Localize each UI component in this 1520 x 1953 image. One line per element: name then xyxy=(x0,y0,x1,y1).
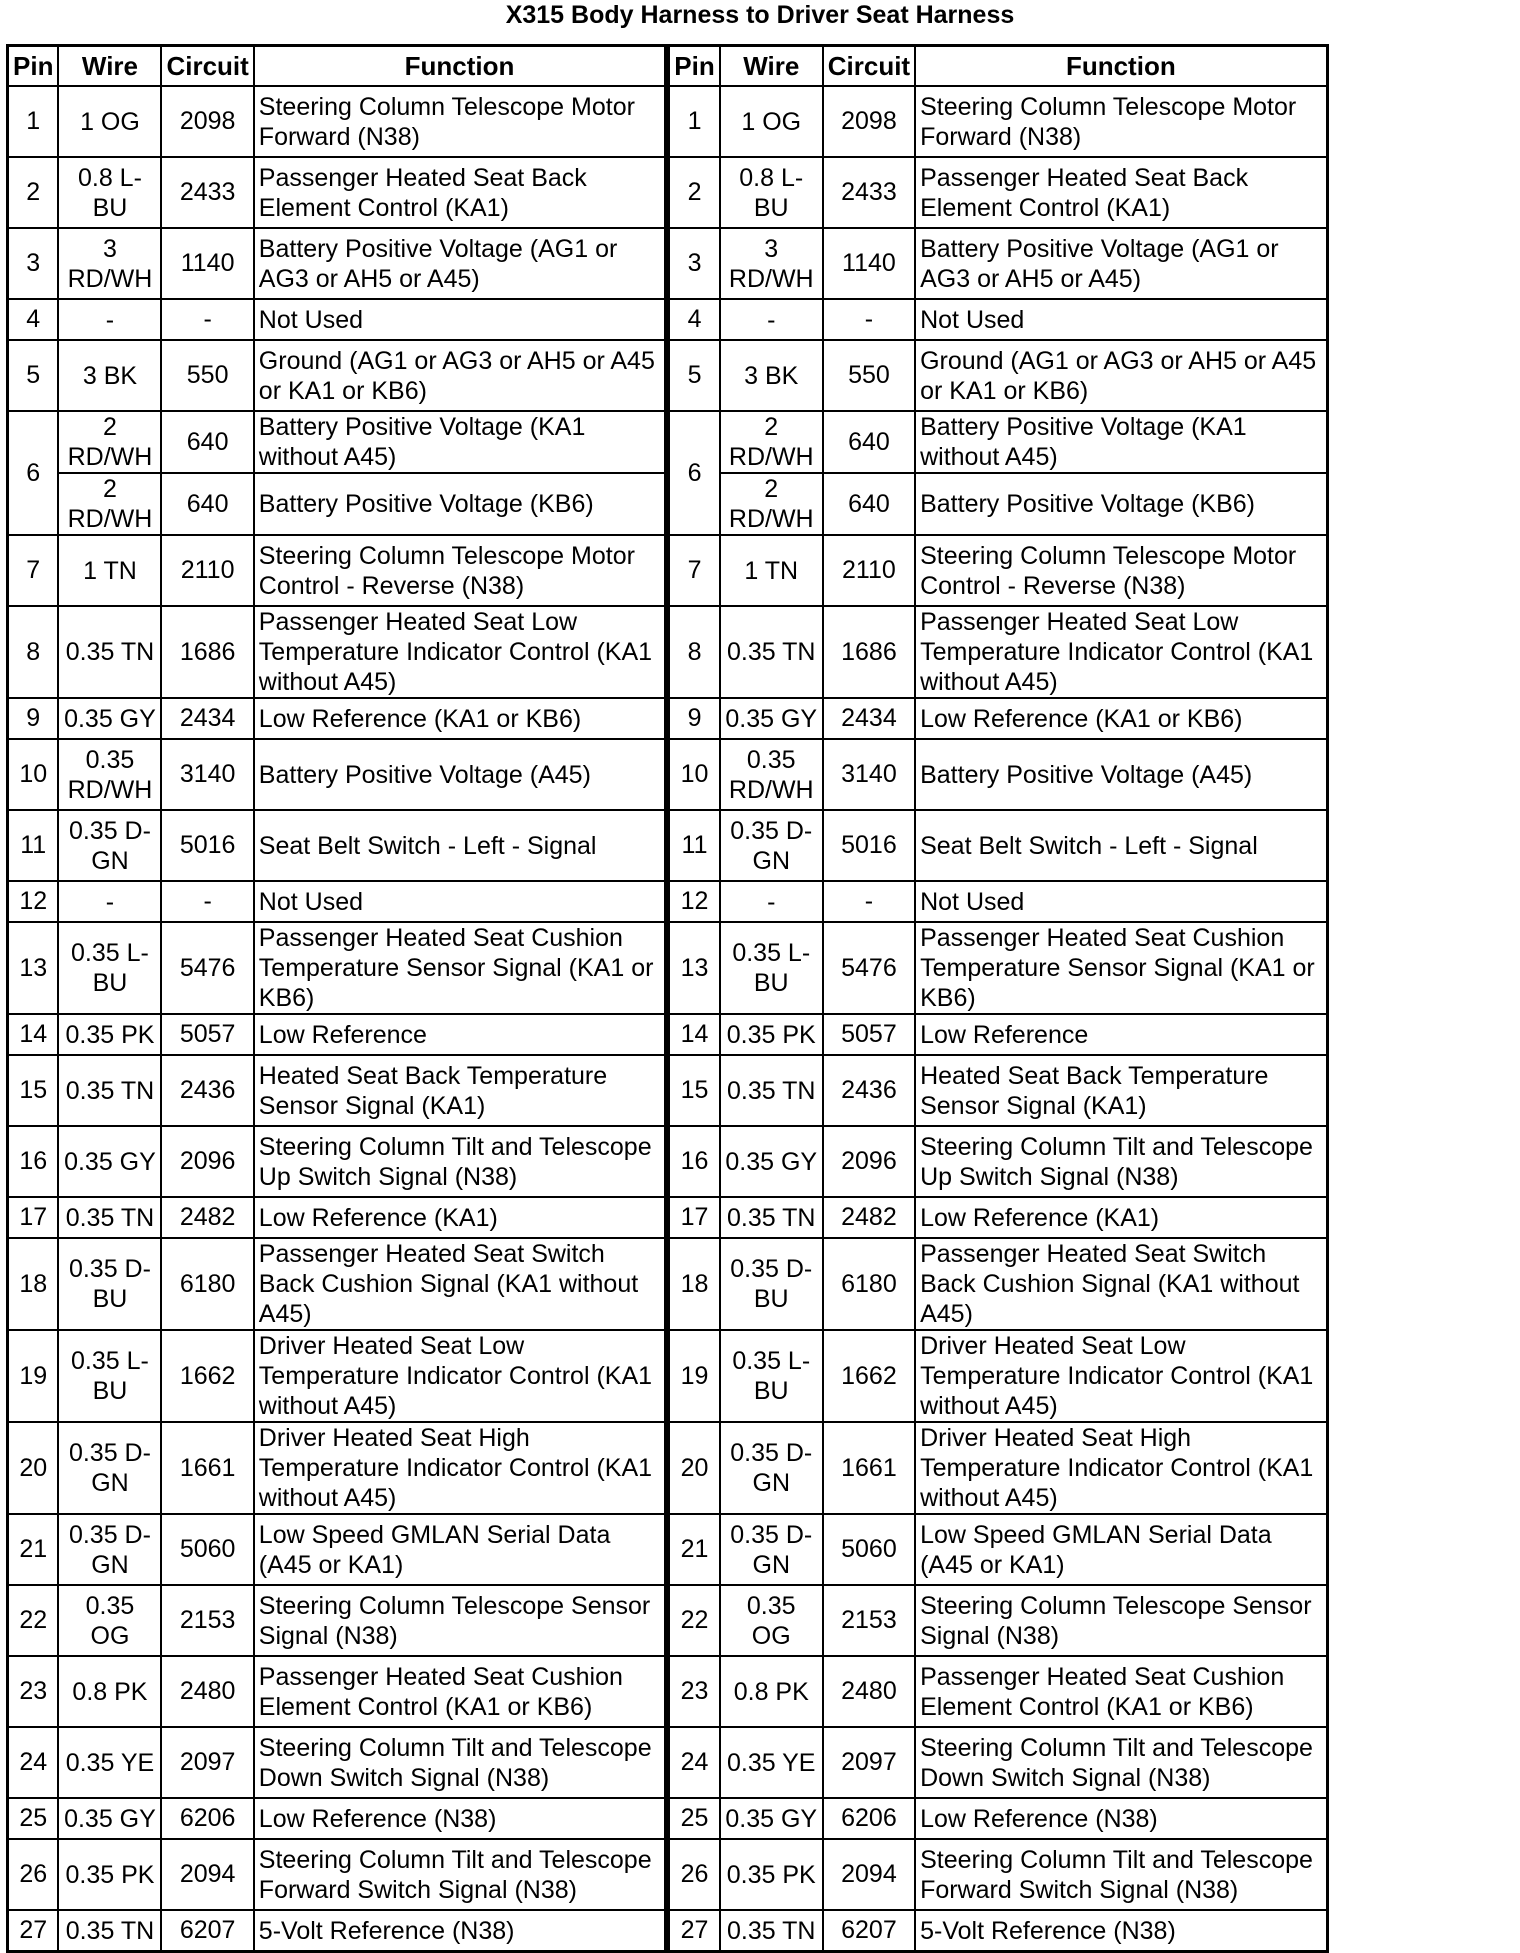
table-row xyxy=(669,1727,1327,1798)
circuit-cell: 2110 xyxy=(823,535,915,606)
circuit-cell: 2480 xyxy=(161,1656,253,1727)
function-cell: Passenger Heated Seat Cushion Element Control (KA1 or KB6) xyxy=(254,1656,666,1727)
table-row xyxy=(8,1055,666,1126)
table-row xyxy=(669,1798,1327,1839)
pin-cell: 2 xyxy=(669,157,720,228)
pinout-tables xyxy=(6,44,1518,1953)
header-pin: Pin xyxy=(8,46,59,87)
wire-cell: 0.35 YE xyxy=(58,1727,161,1798)
pin-cell: 19 xyxy=(669,1330,720,1422)
wire-cell: 0.35 GY xyxy=(720,698,823,739)
function-cell: Battery Positive Voltage (KA1 without A45) xyxy=(915,411,1327,473)
table-row xyxy=(669,411,1327,473)
function-cell: Battery Positive Voltage (A45) xyxy=(915,739,1327,810)
circuit-cell: 6180 xyxy=(823,1238,915,1330)
circuit-cell: 1662 xyxy=(823,1330,915,1422)
function-cell: Ground (AG1 or AG3 or AH5 or A45 or KA1 or KB6) xyxy=(254,340,666,411)
function-cell: Driver Heated Seat Low Temperature Indicator Control (KA1 without A45) xyxy=(254,1330,666,1422)
pin-cell: 24 xyxy=(8,1727,59,1798)
wire-cell: 0.35 D-BU xyxy=(58,1238,161,1330)
function-cell: Battery Positive Voltage (KB6) xyxy=(915,473,1327,535)
wire-cell: 0.8 L-BU xyxy=(58,157,161,228)
pin-cell: 13 xyxy=(8,922,59,1014)
function-cell: Not Used xyxy=(915,881,1327,922)
pin-cell: 1 xyxy=(8,86,59,157)
function-cell: Driver Heated Seat High Temperature Indicator Control (KA1 without A45) xyxy=(915,1422,1327,1514)
wire-cell: 0.35 GY xyxy=(720,1798,823,1839)
pin-cell: 11 xyxy=(669,810,720,881)
circuit-cell: 1661 xyxy=(161,1422,253,1514)
pin-cell: 4 xyxy=(669,299,720,340)
function-cell: Battery Positive Voltage (AG1 or AG3 or AH5 or A45) xyxy=(254,228,666,299)
wire-cell: 0.35 GY xyxy=(58,698,161,739)
table-row xyxy=(8,1014,666,1055)
pin-cell: 27 xyxy=(669,1910,720,1952)
circuit-cell: - xyxy=(161,299,253,340)
pin-cell: 18 xyxy=(8,1238,59,1330)
table-row xyxy=(669,1422,1327,1514)
pin-cell: 12 xyxy=(8,881,59,922)
table-row xyxy=(669,1238,1327,1330)
function-cell: Steering Column Tilt and Telescope Up Switch Signal (N38) xyxy=(254,1126,666,1197)
circuit-cell: 2094 xyxy=(161,1839,253,1910)
header-wire: Wire xyxy=(58,46,161,87)
function-cell: Battery Positive Voltage (KA1 without A45) xyxy=(254,411,666,473)
function-cell: Driver Heated Seat High Temperature Indicator Control (KA1 without A45) xyxy=(254,1422,666,1514)
table-row xyxy=(669,1197,1327,1238)
function-cell: Steering Column Telescope Sensor Signal (N38) xyxy=(254,1585,666,1656)
circuit-cell: 2110 xyxy=(161,535,253,606)
table-row xyxy=(669,1585,1327,1656)
header-function: Function xyxy=(915,46,1327,87)
header-row xyxy=(669,46,1327,87)
table-body-left xyxy=(8,86,666,1952)
circuit-cell: 2153 xyxy=(823,1585,915,1656)
function-cell: Steering Column Tilt and Telescope Up Switch Signal (N38) xyxy=(915,1126,1327,1197)
circuit-cell: 640 xyxy=(161,473,253,535)
circuit-cell: 2480 xyxy=(823,1656,915,1727)
table-row xyxy=(669,739,1327,810)
wire-cell: 1 TN xyxy=(720,535,823,606)
circuit-cell: 5057 xyxy=(161,1014,253,1055)
function-cell: Low Speed GMLAN Serial Data (A45 or KA1) xyxy=(254,1514,666,1585)
wire-cell: 0.35 L-BU xyxy=(720,922,823,1014)
table-row xyxy=(8,1197,666,1238)
function-cell: Passenger Heated Seat Switch Back Cushion Signal (KA1 without A45) xyxy=(915,1238,1327,1330)
header-circuit: Circuit xyxy=(823,46,915,87)
pin-cell: 9 xyxy=(669,698,720,739)
circuit-cell: 6180 xyxy=(161,1238,253,1330)
pin-cell: 25 xyxy=(8,1798,59,1839)
wire-cell: 0.8 L-BU xyxy=(720,157,823,228)
wire-cell: 0.35 GY xyxy=(720,1126,823,1197)
circuit-cell: 2153 xyxy=(161,1585,253,1656)
function-cell: Battery Positive Voltage (A45) xyxy=(254,739,666,810)
table-row xyxy=(8,1238,666,1330)
function-cell: Steering Column Telescope Sensor Signal (N38) xyxy=(915,1585,1327,1656)
wire-cell: 0.35 D-GN xyxy=(58,1422,161,1514)
pin-cell: 2 xyxy=(8,157,59,228)
circuit-cell: 5016 xyxy=(161,810,253,881)
wire-cell: - xyxy=(720,299,823,340)
pinout-table-left xyxy=(6,44,667,1953)
table-row xyxy=(8,1798,666,1839)
circuit-cell: 3140 xyxy=(161,739,253,810)
pin-cell: 17 xyxy=(8,1197,59,1238)
wire-cell: 0.35 TN xyxy=(720,606,823,698)
pin-cell: 15 xyxy=(669,1055,720,1126)
table-row xyxy=(669,1514,1327,1585)
circuit-cell: 2433 xyxy=(823,157,915,228)
table-row xyxy=(8,299,666,340)
circuit-cell: 5060 xyxy=(161,1514,253,1585)
pin-cell: 14 xyxy=(8,1014,59,1055)
pin-cell: 17 xyxy=(669,1197,720,1238)
table-row xyxy=(8,1126,666,1197)
pin-cell: 23 xyxy=(8,1656,59,1727)
table-row xyxy=(669,698,1327,739)
wire-cell: 0.35 RD/WH xyxy=(58,739,161,810)
table-row xyxy=(8,157,666,228)
function-cell: Low Reference xyxy=(254,1014,666,1055)
pin-cell: 3 xyxy=(8,228,59,299)
wire-cell: 0.35 RD/WH xyxy=(720,739,823,810)
header-circuit: Circuit xyxy=(161,46,253,87)
pin-cell: 19 xyxy=(8,1330,59,1422)
table-row xyxy=(8,739,666,810)
circuit-cell: 5476 xyxy=(823,922,915,1014)
wire-cell: 0.8 PK xyxy=(58,1656,161,1727)
circuit-cell: 1662 xyxy=(161,1330,253,1422)
function-cell: Battery Positive Voltage (AG1 or AG3 or AH5 or A45) xyxy=(915,228,1327,299)
function-cell: Passenger Heated Seat Back Element Control (KA1) xyxy=(254,157,666,228)
table-row xyxy=(8,411,666,473)
pinout-table-right xyxy=(667,44,1328,1953)
table-row xyxy=(8,86,666,157)
table-row xyxy=(669,1656,1327,1727)
function-cell: Steering Column Telescope Motor Forward (N38) xyxy=(915,86,1327,157)
pin-cell: 13 xyxy=(669,922,720,1014)
wire-cell: 0.35 TN xyxy=(720,1910,823,1952)
function-cell: Low Reference (KA1 or KB6) xyxy=(915,698,1327,739)
wire-cell: 3 BK xyxy=(720,340,823,411)
circuit-cell: 5476 xyxy=(161,922,253,1014)
wire-cell: - xyxy=(58,299,161,340)
table-row xyxy=(669,1910,1327,1952)
wire-cell: 0.35 D-GN xyxy=(720,1422,823,1514)
wire-cell: 0.35 D-GN xyxy=(720,1514,823,1585)
table-row xyxy=(669,1014,1327,1055)
wire-cell: 0.35 GY xyxy=(58,1126,161,1197)
function-cell: Low Reference (KA1) xyxy=(915,1197,1327,1238)
circuit-cell: 2094 xyxy=(823,1839,915,1910)
wire-cell: 2 RD/WH xyxy=(720,473,823,535)
table-row xyxy=(669,1330,1327,1422)
circuit-cell: 2098 xyxy=(823,86,915,157)
wire-cell: 1 TN xyxy=(58,535,161,606)
circuit-cell: 1140 xyxy=(161,228,253,299)
table-row xyxy=(669,606,1327,698)
pin-cell: 15 xyxy=(8,1055,59,1126)
circuit-cell: - xyxy=(823,299,915,340)
wire-cell: 0.35 PK xyxy=(58,1839,161,1910)
pin-cell: 25 xyxy=(669,1798,720,1839)
function-cell: Heated Seat Back Temperature Sensor Signal (KA1) xyxy=(915,1055,1327,1126)
wire-cell: 3 BK xyxy=(58,340,161,411)
pin-cell: 10 xyxy=(669,739,720,810)
circuit-cell: 2482 xyxy=(823,1197,915,1238)
table-row xyxy=(8,1585,666,1656)
function-cell: Low Reference (N38) xyxy=(254,1798,666,1839)
function-cell: Battery Positive Voltage (KB6) xyxy=(254,473,666,535)
circuit-cell: - xyxy=(823,881,915,922)
circuit-cell: 2098 xyxy=(161,86,253,157)
pin-cell: 5 xyxy=(669,340,720,411)
circuit-cell: 2434 xyxy=(161,698,253,739)
wire-cell: 0.35 TN xyxy=(720,1055,823,1126)
function-cell: Not Used xyxy=(254,299,666,340)
pin-cell: 6 xyxy=(669,411,720,535)
function-cell: 5-Volt Reference (N38) xyxy=(915,1910,1327,1952)
wire-cell: 0.35 D-BU xyxy=(720,1238,823,1330)
wire-cell: 0.35 TN xyxy=(58,1055,161,1126)
circuit-cell: 640 xyxy=(161,411,253,473)
wire-cell: 0.35 OG xyxy=(58,1585,161,1656)
wire-cell: 0.8 PK xyxy=(720,1656,823,1727)
pin-cell: 3 xyxy=(669,228,720,299)
table-row xyxy=(669,473,1327,535)
wire-cell: 0.35 PK xyxy=(720,1839,823,1910)
wire-cell: - xyxy=(720,881,823,922)
function-cell: Steering Column Telescope Motor Control - Reverse (N38) xyxy=(915,535,1327,606)
wire-cell: 0.35 L-BU xyxy=(58,922,161,1014)
header-wire: Wire xyxy=(720,46,823,87)
pin-cell: 20 xyxy=(8,1422,59,1514)
pin-cell: 23 xyxy=(669,1656,720,1727)
table-row xyxy=(669,340,1327,411)
pin-cell: 1 xyxy=(669,86,720,157)
function-cell: Steering Column Tilt and Telescope Down Switch Signal (N38) xyxy=(254,1727,666,1798)
wire-cell: 0.35 D-GN xyxy=(58,1514,161,1585)
table-row xyxy=(8,881,666,922)
table-row xyxy=(8,698,666,739)
pin-cell: 22 xyxy=(8,1585,59,1656)
pin-cell: 26 xyxy=(669,1839,720,1910)
circuit-cell: 1686 xyxy=(823,606,915,698)
pin-cell: 24 xyxy=(669,1727,720,1798)
pin-cell: 14 xyxy=(669,1014,720,1055)
function-cell: Passenger Heated Seat Low Temperature Indicator Control (KA1 without A45) xyxy=(254,606,666,698)
wire-cell: 0.35 YE xyxy=(720,1727,823,1798)
pin-cell: 12 xyxy=(669,881,720,922)
circuit-cell: 6207 xyxy=(823,1910,915,1952)
circuit-cell: 2096 xyxy=(161,1126,253,1197)
function-cell: Low Reference xyxy=(915,1014,1327,1055)
function-cell: Steering Column Tilt and Telescope Down Switch Signal (N38) xyxy=(915,1727,1327,1798)
wire-cell: 1 OG xyxy=(58,86,161,157)
circuit-cell: 550 xyxy=(823,340,915,411)
wire-cell: 0.35 TN xyxy=(58,606,161,698)
table-row xyxy=(8,1422,666,1514)
table-row xyxy=(8,1910,666,1952)
pin-cell: 11 xyxy=(8,810,59,881)
function-cell: Passenger Heated Seat Switch Back Cushion Signal (KA1 without A45) xyxy=(254,1238,666,1330)
function-cell: Ground (AG1 or AG3 or AH5 or A45 or KA1 or KB6) xyxy=(915,340,1327,411)
table-row xyxy=(669,86,1327,157)
table-row xyxy=(8,1330,666,1422)
pin-cell: 26 xyxy=(8,1839,59,1910)
pin-cell: 21 xyxy=(8,1514,59,1585)
function-cell: Low Reference (N38) xyxy=(915,1798,1327,1839)
wire-cell: 0.35 TN xyxy=(720,1197,823,1238)
function-cell: Steering Column Telescope Motor Control - Reverse (N38) xyxy=(254,535,666,606)
table-row xyxy=(8,228,666,299)
function-cell: Steering Column Tilt and Telescope Forward Switch Signal (N38) xyxy=(915,1839,1327,1910)
wire-cell: 0.35 PK xyxy=(720,1014,823,1055)
circuit-cell: 1686 xyxy=(161,606,253,698)
circuit-cell: 550 xyxy=(161,340,253,411)
circuit-cell: 5016 xyxy=(823,810,915,881)
table-body-right xyxy=(669,86,1327,1952)
table-row xyxy=(669,228,1327,299)
pin-cell: 27 xyxy=(8,1910,59,1952)
table-row xyxy=(8,1514,666,1585)
function-cell: Passenger Heated Seat Low Temperature Indicator Control (KA1 without A45) xyxy=(915,606,1327,698)
circuit-cell: 640 xyxy=(823,411,915,473)
circuit-cell: 2097 xyxy=(161,1727,253,1798)
wire-cell: 1 OG xyxy=(720,86,823,157)
header-function: Function xyxy=(254,46,666,87)
circuit-cell: 2436 xyxy=(161,1055,253,1126)
table-row xyxy=(8,810,666,881)
wire-cell: 0.35 L-BU xyxy=(58,1330,161,1422)
function-cell: Low Reference (KA1 or KB6) xyxy=(254,698,666,739)
function-cell: Heated Seat Back Temperature Sensor Signal (KA1) xyxy=(254,1055,666,1126)
wire-cell: 2 RD/WH xyxy=(720,411,823,473)
circuit-cell: 5057 xyxy=(823,1014,915,1055)
table-row xyxy=(669,157,1327,228)
function-cell: Driver Heated Seat Low Temperature Indicator Control (KA1 without A45) xyxy=(915,1330,1327,1422)
table-row xyxy=(669,299,1327,340)
function-cell: Passenger Heated Seat Back Element Control (KA1) xyxy=(915,157,1327,228)
circuit-cell: 2434 xyxy=(823,698,915,739)
function-cell: 5-Volt Reference (N38) xyxy=(254,1910,666,1952)
circuit-cell: 6206 xyxy=(161,1798,253,1839)
table-row xyxy=(8,473,666,535)
circuit-cell: 5060 xyxy=(823,1514,915,1585)
pin-cell: 7 xyxy=(669,535,720,606)
document-title: X315 Body Harness to Driver Seat Harness xyxy=(505,1,1015,29)
function-cell: Not Used xyxy=(915,299,1327,340)
pin-cell: 7 xyxy=(8,535,59,606)
table-row xyxy=(669,881,1327,922)
pin-cell: 4 xyxy=(8,299,59,340)
wire-cell: 0.35 GY xyxy=(58,1798,161,1839)
pin-cell: 10 xyxy=(8,739,59,810)
wire-cell: 3 RD/WH xyxy=(720,228,823,299)
pin-cell: 16 xyxy=(669,1126,720,1197)
wire-cell: 0.35 D-GN xyxy=(720,810,823,881)
wire-cell: 2 RD/WH xyxy=(58,411,161,473)
circuit-cell: 2436 xyxy=(823,1055,915,1126)
table-row xyxy=(8,1727,666,1798)
wire-cell: 2 RD/WH xyxy=(58,473,161,535)
table-row xyxy=(669,810,1327,881)
wire-cell: 0.35 OG xyxy=(720,1585,823,1656)
circuit-cell: 1661 xyxy=(823,1422,915,1514)
circuit-cell: - xyxy=(161,881,253,922)
function-cell: Seat Belt Switch - Left - Signal xyxy=(915,810,1327,881)
pin-cell: 22 xyxy=(669,1585,720,1656)
pin-cell: 5 xyxy=(8,340,59,411)
function-cell: Passenger Heated Seat Cushion Element Control (KA1 or KB6) xyxy=(915,1656,1327,1727)
pin-cell: 21 xyxy=(669,1514,720,1585)
function-cell: Steering Column Telescope Motor Forward (N38) xyxy=(254,86,666,157)
table-row xyxy=(669,535,1327,606)
circuit-cell: 6207 xyxy=(161,1910,253,1952)
wire-cell: 0.35 TN xyxy=(58,1197,161,1238)
table-row xyxy=(8,922,666,1014)
pin-cell: 20 xyxy=(669,1422,720,1514)
circuit-cell: 6206 xyxy=(823,1798,915,1839)
wire-cell: 3 RD/WH xyxy=(58,228,161,299)
function-cell: Steering Column Tilt and Telescope Forward Switch Signal (N38) xyxy=(254,1839,666,1910)
pin-cell: 8 xyxy=(8,606,59,698)
function-cell: Passenger Heated Seat Cushion Temperature Sensor Signal (KA1 or KB6) xyxy=(254,922,666,1014)
circuit-cell: 640 xyxy=(823,473,915,535)
table-row xyxy=(8,606,666,698)
circuit-cell: 2096 xyxy=(823,1126,915,1197)
circuit-cell: 2097 xyxy=(823,1727,915,1798)
function-cell: Not Used xyxy=(254,881,666,922)
circuit-cell: 1140 xyxy=(823,228,915,299)
wire-cell: 0.35 D-GN xyxy=(58,810,161,881)
wire-cell: 0.35 PK xyxy=(58,1014,161,1055)
header-row xyxy=(8,46,666,87)
table-row xyxy=(669,1055,1327,1126)
wire-cell: 0.35 L-BU xyxy=(720,1330,823,1422)
pin-cell: 6 xyxy=(8,411,59,535)
pin-cell: 9 xyxy=(8,698,59,739)
table-row xyxy=(669,922,1327,1014)
function-cell: Seat Belt Switch - Left - Signal xyxy=(254,810,666,881)
function-cell: Low Speed GMLAN Serial Data (A45 or KA1) xyxy=(915,1514,1327,1585)
wire-cell: 0.35 TN xyxy=(58,1910,161,1952)
circuit-cell: 3140 xyxy=(823,739,915,810)
function-cell: Passenger Heated Seat Cushion Temperature Sensor Signal (KA1 or KB6) xyxy=(915,922,1327,1014)
table-row xyxy=(8,535,666,606)
table-row xyxy=(8,1656,666,1727)
pin-cell: 8 xyxy=(669,606,720,698)
table-row xyxy=(8,340,666,411)
function-cell: Low Reference (KA1) xyxy=(254,1197,666,1238)
circuit-cell: 2433 xyxy=(161,157,253,228)
header-pin: Pin xyxy=(669,46,720,87)
circuit-cell: 2482 xyxy=(161,1197,253,1238)
pin-cell: 16 xyxy=(8,1126,59,1197)
table-row xyxy=(669,1126,1327,1197)
pin-cell: 18 xyxy=(669,1238,720,1330)
wire-cell: - xyxy=(58,881,161,922)
